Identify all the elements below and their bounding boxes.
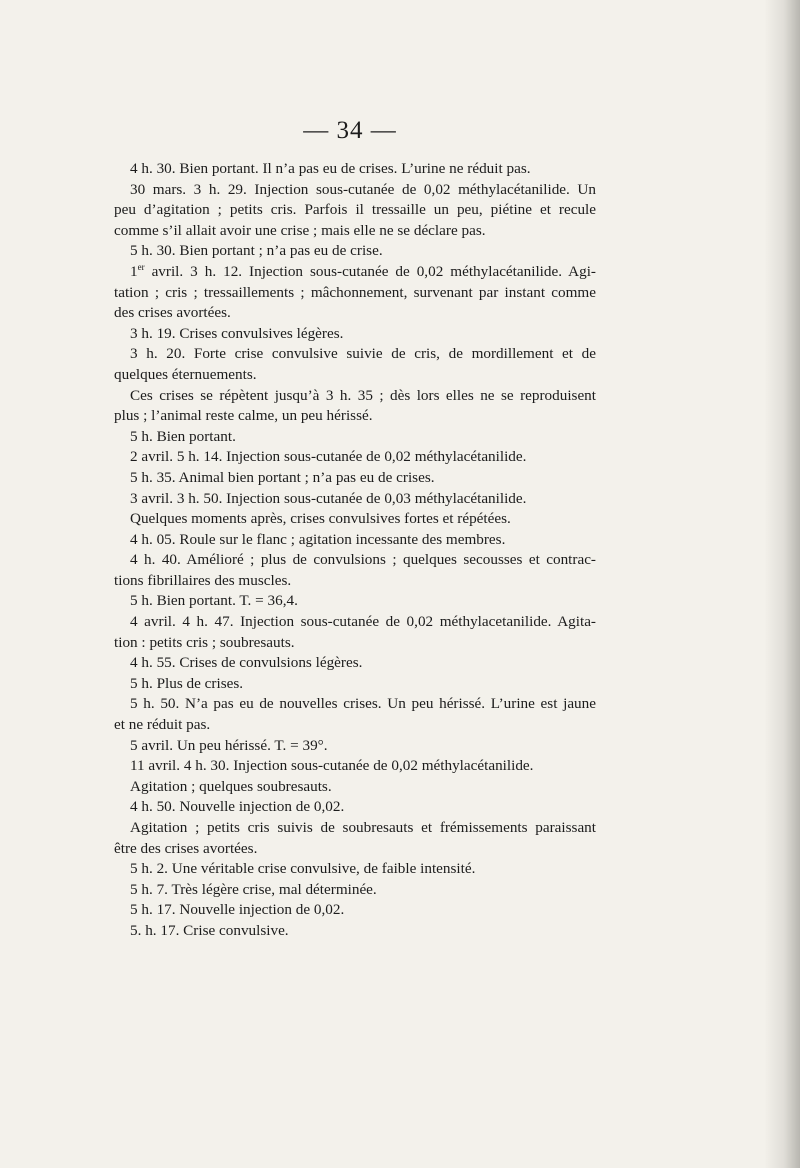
text-line: 4 h. 55. Crises de convulsions légères. (130, 654, 363, 672)
text-line: Agitation ; quelques soubresauts. (130, 777, 332, 795)
text-line: 4 avril. 4 h. 47. Injection sous-cutanée de 0,02 méthylacetanilide. Agita- (130, 613, 596, 631)
page-number: — 34 — (303, 117, 397, 144)
text-line: tions fibrillaires des muscles. (114, 571, 292, 589)
text-line: 5 h. 17. Nouvelle injection de 0,02. (130, 901, 345, 919)
text-line: 5. h. 17. Crise convulsive. (130, 921, 289, 939)
text-line: 3 avril. 3 h. 50. Injection sous-cutanée de 0,03 méthylacétanilide. (130, 489, 527, 507)
text-line (114, 262, 596, 283)
text-line-prefix: 1 (130, 262, 138, 280)
body-text (114, 159, 596, 942)
text-line: tion : petits cris ; soubresauts. (114, 633, 295, 651)
text-line: et ne réduit pas. (114, 716, 211, 734)
text-line-content: avril. 3 h. 12. Injection sous-cutanée de 0,02 méthylacétanilide. Agi- (144, 262, 596, 280)
text-line: 5 h. Bien portant. T. = 36,4. (130, 592, 298, 610)
text-line: 2 avril. 5 h. 14. Injection sous-cutanée de 0,02 méthylacétanilide. (130, 448, 527, 466)
text-line: tation ; cris ; tressaillements ; mâchonnement, survenant par instant comme (114, 283, 596, 301)
text-line: 3 h. 19. Crises convulsives légères. (130, 324, 344, 342)
text-line: 5 h. Plus de crises. (130, 674, 244, 692)
text-line: peu d’agitation ; petits cris. Parfois il tressaille un peu, piétine et recule (114, 201, 596, 219)
text-line: 5 h. 50. N’a pas eu de nouvelles crises. Un peu hérissé. L’urine est jaune (130, 695, 596, 713)
text-line: 5 avril. Un peu hérissé. T. = 39°. (130, 736, 328, 754)
text-line: 4 h. 05. Roule sur le flanc ; agitation incessante des membres. (130, 530, 506, 548)
text-line: 30 mars. 3 h. 29. Injection sous-cutanée de 0,02 méthylacétanilide. Un (130, 180, 596, 198)
text-line: 5 h. 7. Très légère crise, mal déterminée. (130, 880, 377, 898)
text-line: 5 h. 30. Bien portant ; n’a pas eu de crise. (130, 242, 383, 260)
text-line: 11 avril. 4 h. 30. Injection sous-cutanée de 0,02 méthylacétanilide. (130, 757, 534, 775)
ordinal-superscript: er (137, 261, 145, 272)
text-line: Quelques moments après, crises convulsives fortes et répétées. (130, 510, 511, 528)
page-edge-shadow (764, 0, 800, 1168)
text-line: des crises avortées. (114, 304, 231, 322)
text-line: 5 h. Bien portant. (130, 427, 236, 445)
text-line: plus ; l’animal reste calme, un peu hérissé. (114, 407, 373, 425)
text-line: quelques éternuements. (114, 365, 257, 383)
text-line: Ces crises se répètent jusqu’à 3 h. 35 ; dès lors elles ne se reproduisent (130, 386, 596, 404)
text-line: 4 h. 40. Amélioré ; plus de convulsions ; quelques secousses et contrac- (130, 551, 596, 569)
text-line: comme s’il allait avoir une crise ; mais elle ne se déclare pas. (114, 221, 486, 239)
text-line: être des crises avortées. (114, 839, 258, 857)
text-line: 4 h. 30. Bien portant. Il n’a pas eu de crises. L’urine ne réduit pas. (130, 160, 531, 177)
text-line: Agitation ; petits cris suivis de soubresauts et frémissements paraissant (130, 819, 596, 836)
text-line: 4 h. 50. Nouvelle injection de 0,02. (130, 798, 345, 816)
text-line: 5 h. 2. Une véritable crise convulsive, de faible intensité. (130, 860, 476, 878)
text-line: 3 h. 20. Forte crise convulsive suivie de cris, de mordillement et de (130, 345, 596, 363)
text-line: 5 h. 35. Animal bien portant ; n’a pas eu de crises. (130, 468, 435, 486)
